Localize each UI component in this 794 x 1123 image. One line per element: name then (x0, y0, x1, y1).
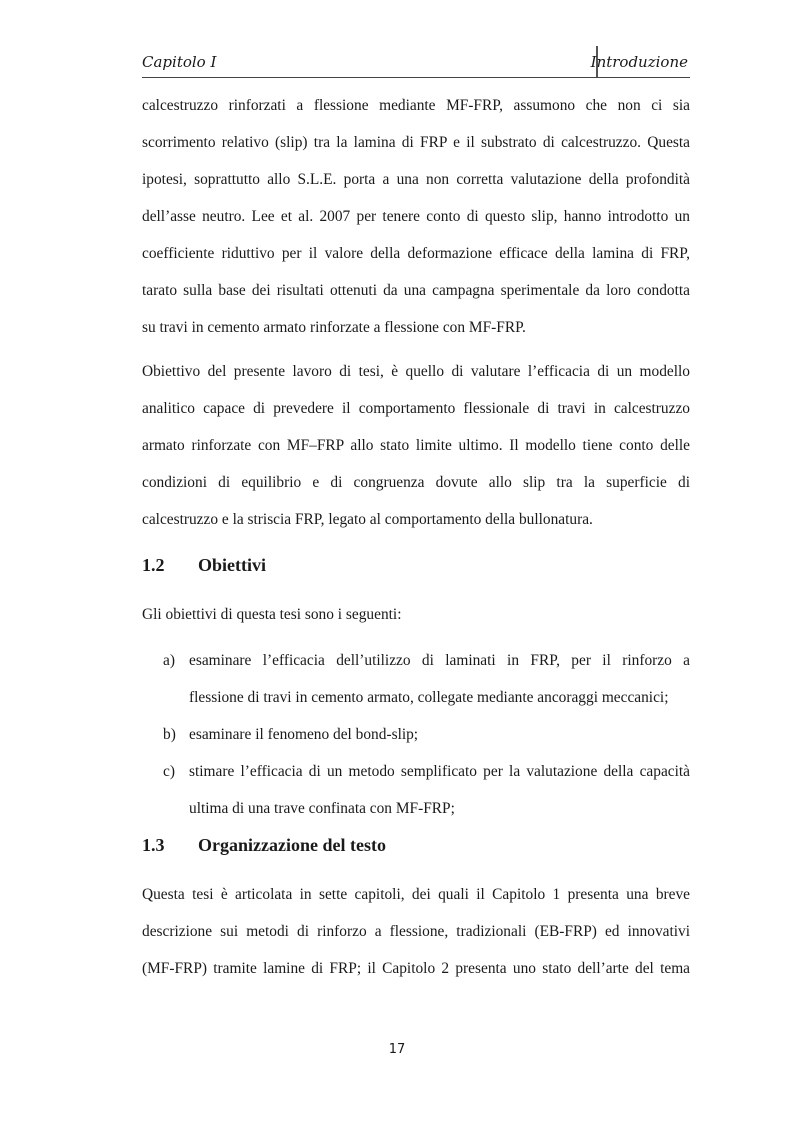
list-item-text: esaminare il fenomeno del bond-slip; (189, 726, 419, 743)
list-item-b (163, 726, 690, 763)
text-line: coefficiente riduttivo per il valore della deformazione efficace della lamina di FRP, (142, 245, 690, 262)
header-rule (142, 77, 690, 78)
text-line: ipotesi, soprattutto allo S.L.E. porta a una non corretta valutazione della profondità (142, 171, 690, 188)
text-line: (MF-FRP) tramite lamine di FRP; il Capitolo 2 presenta uno stato dell’arte del tema (142, 960, 690, 977)
header-chapter: Capitolo I (142, 53, 217, 71)
list-item-a (163, 652, 690, 726)
text-line: descrizione sui metodi di rinforzo a flessione, tradizionali (EB-FRP) ed innovativi (142, 923, 690, 940)
list-marker: b) (163, 726, 176, 743)
list-item-text: stimare l’efficacia di un metodo semplificato per la valutazione della capacità (189, 763, 690, 780)
section-title: Obiettivi (198, 555, 266, 575)
text-line: su travi in cemento armato rinforzate a flessione con MF-FRP. (142, 319, 526, 336)
paragraph-2 (142, 363, 690, 548)
text-line: analitico capace di prevedere il comportamento flessionale di travi in calcestruzzo (142, 400, 690, 417)
list-marker: a) (163, 652, 175, 669)
list-item-text: ultima di una trave confinata con MF-FRP; (189, 800, 455, 817)
text-line: armato rinforzate con MF–FRP allo stato limite ultimo. Il modello tiene conto delle (142, 437, 690, 454)
text-line: calcestruzzo rinforzati a flessione mediante MF-FRP, assumono che non ci sia (142, 97, 690, 114)
list-item-c (163, 763, 690, 837)
header-section: Introduzione (590, 53, 688, 71)
text-line: condizioni di equilibrio e di congruenza dovute allo slip tra la superficie di (142, 474, 690, 491)
section-heading-organization (142, 835, 386, 856)
objectives-intro: Gli obiettivi di questa tesi sono i seguenti: (142, 606, 402, 623)
text-line: calcestruzzo e la striscia FRP, legato al comportamento della bullonatura. (142, 511, 593, 528)
section-title: Organizzazione del testo (198, 835, 386, 855)
text-line: tarato sulla base dei risultati ottenuti da una campagna sperimentale da loro condotta (142, 282, 690, 299)
text-line: dell’asse neutro. Lee et al. 2007 per tenere conto di questo slip, hanno introdotto un (142, 208, 690, 225)
paragraph-3 (142, 886, 690, 997)
page-number: 17 (388, 1042, 406, 1057)
list-item-text: esaminare l’efficacia dell’utilizzo di laminati in FRP, per il rinforzo a (189, 652, 690, 669)
section-heading-objectives (142, 555, 266, 576)
page-header (142, 46, 690, 78)
text-line: scorrimento relativo (slip) tra la lamina di FRP e il substrato di calcestruzzo. Questa (142, 134, 690, 151)
paragraph-1 (142, 97, 690, 356)
text-line: Obiettivo del presente lavoro di tesi, è quello di valutare l’efficacia di un modello (142, 363, 690, 380)
section-number: 1.2 (142, 555, 165, 575)
list-marker: c) (163, 763, 175, 780)
list-item-text: flessione di travi in cemento armato, collegate mediante ancoraggi meccanici; (189, 689, 669, 706)
text-line: Questa tesi è articolata in sette capitoli, dei quali il Capitolo 1 presenta una breve (142, 886, 690, 903)
section-number: 1.3 (142, 835, 165, 855)
